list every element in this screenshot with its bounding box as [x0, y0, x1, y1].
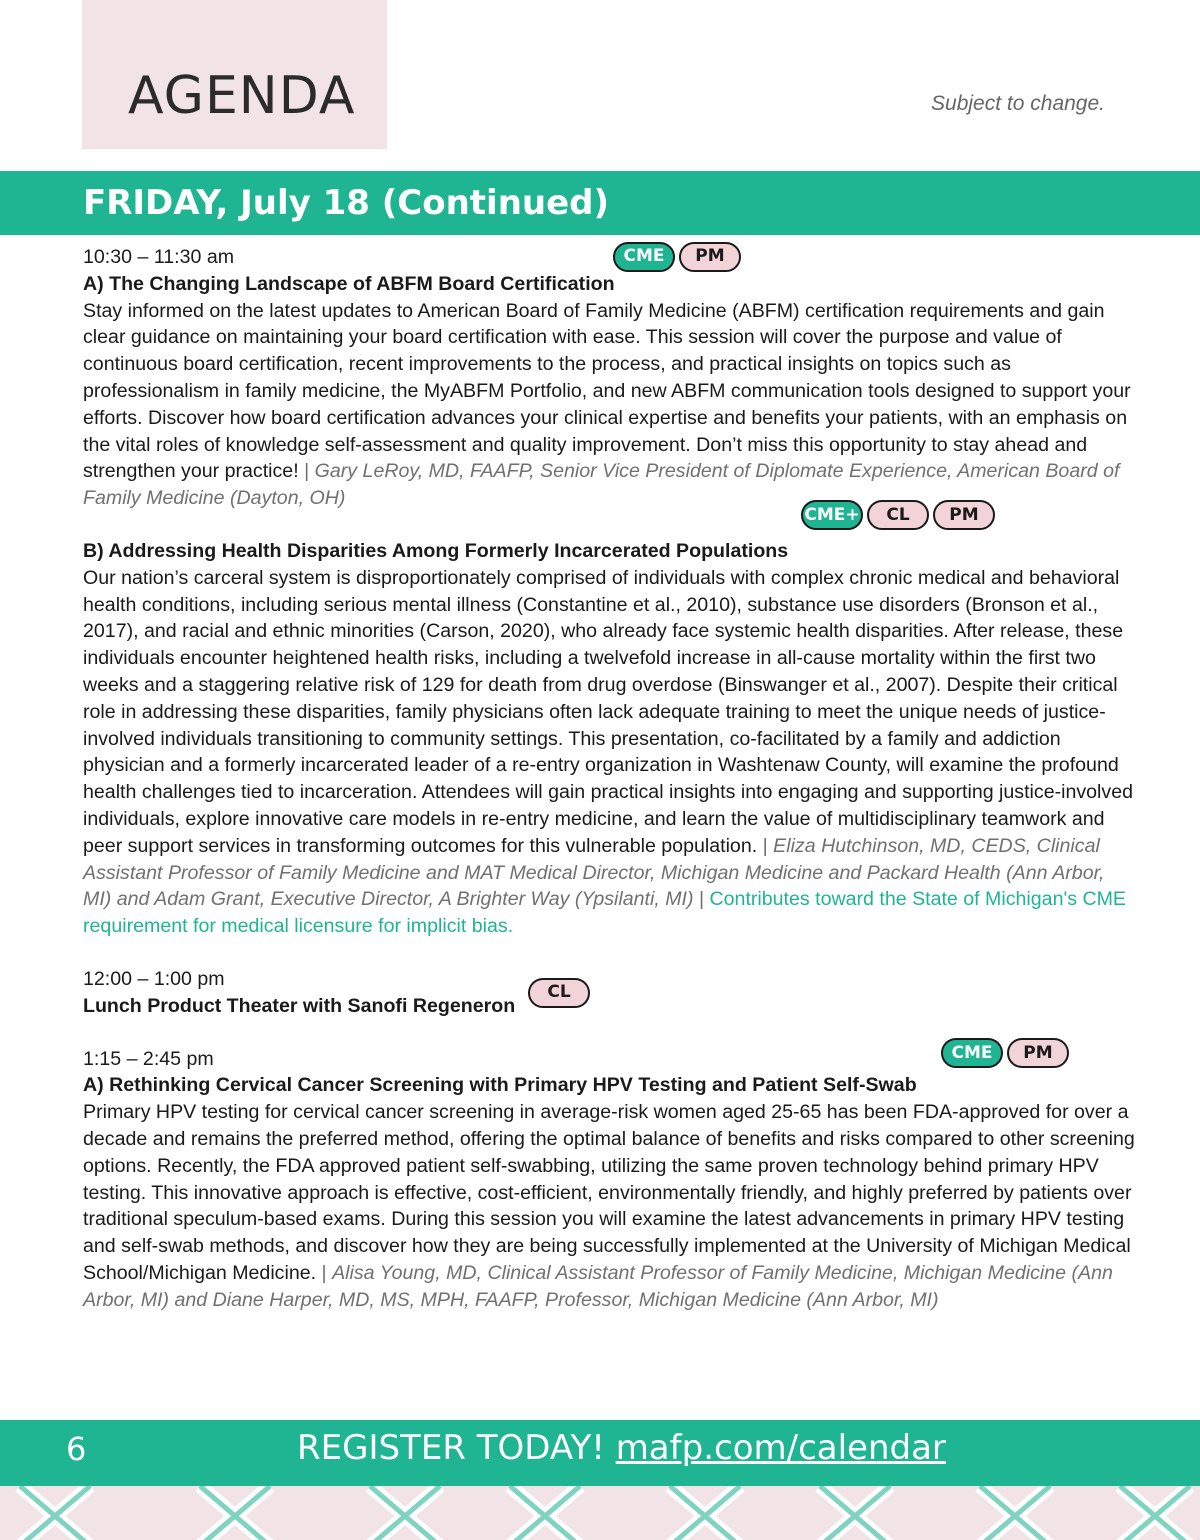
session-title	[83, 504, 1135, 565]
pm-badge: PM	[933, 500, 995, 530]
session-block	[83, 504, 1135, 940]
description-text: Our nation’s carceral system is disproportionately comprised of individuals with complex chronic medical and behavioral health conditions, including serious mental illness (Constantine et al., 2010), substance use disorders (Bronson et al., 2017), and racial and ethnic minorities (Carson, 2020), who already face systemic health disparities. After release, these individuals encounter heightened health risks, including a twelvefold increase in all-cause mortality within the first two weeks and a staggering relative risk of 129 for death from drug overdose (Binswanger et al., 2007). Despite their critical role in addressing these disparities, family physicians often lack adequate training to meet the unique needs of justice-involved individuals transitioning to community settings. This presentation, co-facilitated by a family and addiction physician and a formerly incarcerated leader of a re-entry organization in Washtenaw County, will examine the profound health challenges tied to incarceration. Attendees will gain practical insights into engaging and supporting justice-involved individuals, explore innovative care models in re-entry medicine, and learn the value of multidisciplinary teamwork and peer support services in transforming outcomes for this vulnerable population.	[83, 566, 1134, 857]
pm-badge: PM	[679, 242, 741, 272]
speaker-info: Gary LeRoy, MD, FAAFP, Senior Vice President of Diplomate Experience, American Board of Family Medicine (Dayton, OH)	[83, 460, 1120, 510]
session-block	[83, 244, 1135, 512]
cme-badge: CME	[613, 242, 675, 272]
separator: |	[298, 460, 315, 483]
session-title	[83, 982, 1135, 1020]
session-description	[83, 298, 1135, 512]
subject-to-change-note: Subject to change.	[931, 92, 1105, 115]
session-title-text: B) Addressing Health Disparities Among Formerly Incarcerated Populations	[83, 539, 789, 562]
session-title-text: A) The Changing Landscape of ABFM Board Certification	[83, 272, 615, 295]
x-pattern-icon	[0, 1486, 1200, 1540]
session-description	[83, 565, 1135, 940]
page-title: AGENDA	[128, 66, 356, 126]
day-title: FRIDAY, July 18 (Continued)	[83, 183, 610, 223]
pm-badge: PM	[1007, 1038, 1069, 1068]
session-description	[83, 1099, 1135, 1313]
register-link[interactable]: mafp.com/calendar	[615, 1428, 946, 1468]
register-cta	[297, 1428, 946, 1468]
session-badges	[941, 1038, 1069, 1068]
agenda-content	[83, 244, 1135, 1313]
page-number: 6	[66, 1430, 87, 1468]
session-time: 10:30 – 11:30 am	[83, 246, 235, 268]
speaker-info: Eliza Hutchinson, MD, CEDS, Clinical Assistant Professor of Family Medicine and MAT Medical Director, Michigan Medicine and Packard Health (Ann Arbor, MI) and Adam Grant, Executive Director, A Brighter Way (Ypsilanti, MI)	[83, 834, 1105, 911]
description-text: Primary HPV testing for cervical cancer screening in average-risk women aged 25-65 has been FDA-approved for over a decade and remains the preferred method, offering the optimal balance of benefits and risks compared to other screening options. Recently, the FDA approved patient self-swabbing, utilizing the same proven technology behind primary HPV testing. This innovative approach is effective, cost-efficient, environmentally friendly, and highly preferred by patients over traditional speculum-based exams. During this session you will examine the latest advancements in primary HPV testing and self-swab methods, and discover how they are being successfully implemented at the University of Michigan Medical School/Michigan Medicine.	[83, 1101, 1135, 1284]
session-title-text: Lunch Product Theater with Sanofi Regeneron	[83, 994, 516, 1017]
session-badges	[528, 978, 590, 1008]
cl-badge: CL	[528, 978, 590, 1008]
session-time: 1:15 – 2:45 pm	[83, 1047, 214, 1070]
session-badges	[801, 500, 995, 530]
cme-plus-badge: CME+	[801, 500, 863, 530]
description-text: Stay informed on the latest updates to American Board of Family Medicine (ABFM) certification requirements and gain clear guidance on maintaining your board certification with ease. This session will cover the purpose and value of continuous board certification, recent improvements to the process, and practical insights on topics such as professionalism in family medicine, the MyABFM Portfolio, and new ABFM communication tools designed to support your efforts. Discover how board certification advances your clinical expertise and benefits your patients, with an emphasis on the vital roles of knowledge self-assessment and quality improvement. Don’t miss this opportunity to stay ahead and strengthen your practice!	[83, 299, 1131, 483]
separator: |	[757, 834, 774, 857]
speaker-info: Alisa Young, MD, Clinical Assistant Professor of Family Medicine, Michigan Medicine (Ann Arbor, MI) and Diane Harper, MD, MS, MPH, FAAFP, Professor, Michigan Medicine (Ann Arbor, MI)	[83, 1261, 1113, 1311]
cl-badge: CL	[867, 500, 929, 530]
session-block	[83, 1042, 1135, 1314]
implicit-bias-note: Contributes toward the State of Michigan's CME requirement for medical licensure for implicit bias.	[83, 888, 1126, 938]
register-text: REGISTER TODAY!	[297, 1428, 616, 1468]
spacer	[83, 940, 1135, 966]
session-block	[83, 966, 1135, 1020]
separator: |	[693, 888, 710, 911]
session-badges	[613, 242, 741, 272]
session-time: 12:00 – 1:00 pm	[83, 967, 225, 990]
cme-badge: CME	[941, 1038, 1003, 1068]
decorative-pattern	[0, 1486, 1200, 1540]
session-title-text: A) Rethinking Cervical Cancer Screening with Primary HPV Testing and Patient Self-Swab	[83, 1074, 917, 1097]
separator: |	[316, 1261, 333, 1284]
